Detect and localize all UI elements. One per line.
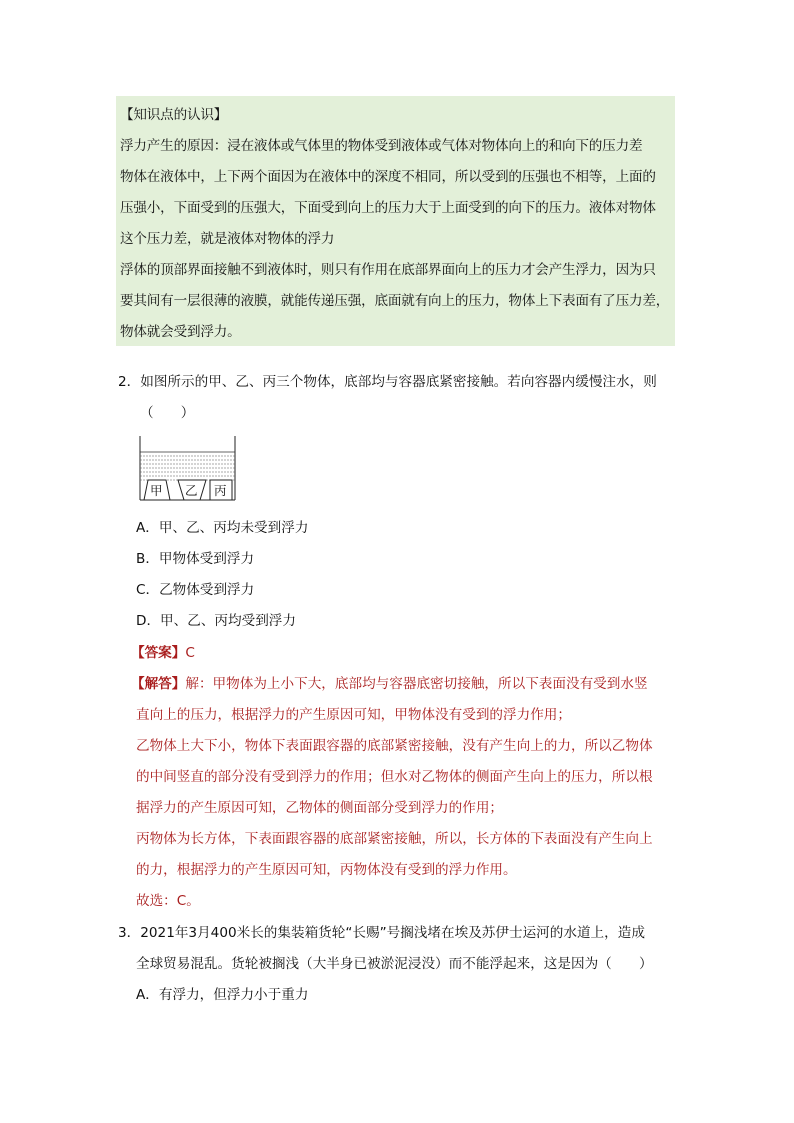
analysis-line: 乙物体上大下小，物体下表面跟容器的底部紧密接触，没有产生向上的力，所以乙物体 [136,738,653,754]
knowledge-line: 浮力产生的原因：浸在液体或气体里的物体受到液体或气体对物体向上的和向下的压力差 [120,138,643,154]
option-c: C．乙物体受到浮力 [136,582,255,598]
knowledge-line: 要其间有一层很薄的液膜，就能传递压强，底面就有向上的压力，物体上下表面有了压力差， [120,293,670,309]
question-3-stem-cont: 全球贸易混乱。货轮被搁浅（大半身已被淤泥浸没）而不能浮起来，这是因为（ ） [136,956,653,972]
option-a: A．甲、乙、丙均未受到浮力 [136,520,309,536]
answer-value: C [185,645,195,661]
analysis-tag: 【解答】 [131,676,186,692]
conclusion: 故选：C。 [136,893,200,909]
option-d: D．甲、乙、丙均受到浮力 [136,613,296,629]
knowledge-line: 物体在液体中，上下两个面因为在液体中的深度不相同，所以受到的压强也不相等，上面的 [120,169,656,185]
analysis-line: 据浮力的产生原因可知，乙物体的侧面部分受到浮力的作用； [136,800,504,816]
knowledge-line: 物体就会受到浮力。 [120,324,241,340]
analysis-line: 丙物体为长方体，下表面跟容器的底部紧密接触，所以，长方体的下表面没有产生向上 [136,831,653,847]
question-3-option-a: A．有浮力，但浮力小于重力 [136,987,309,1003]
question-2-stem: 2．如图所示的甲、乙、丙三个物体，底部均与容器底紧密接触。若向容器内缓慢注水，则 [118,374,657,390]
analysis-line: 的中间竖直的部分没有受到浮力的作用；但水对乙物体的侧面产生向上的压力，所以根 [136,769,653,785]
question-3-stem: 3．2021年3月400米长的集装箱货轮“长赐”号搁浅堵在埃及苏伊士运河的水道上，造成 [118,925,645,941]
analysis-line: 直向上的压力，根据浮力的产生原因可知，甲物体没有受到的浮力作用； [136,707,571,723]
knowledge-line: 压强小，下面受到的压强大，下面受到向上的压力大于上面受到的向下的压力。液体对物体 [120,200,656,216]
label-jia: 甲 [150,483,163,498]
knowledge-line: 这个压力差，就是液体对物体的浮力 [120,231,335,247]
analysis-text: 解：甲物体为上小下大，底部均与容器底密切接触，所以下表面没有受到水竖 [185,676,648,692]
option-b: B．甲物体受到浮力 [136,551,255,567]
analysis-line: 的力，根据浮力的产生原因可知，丙物体没有受到的浮力作用。 [136,862,517,878]
question-2-blank: （ ） [140,405,195,421]
answer-tag: 【答案】 [131,645,186,661]
label-yi: 乙 [185,483,198,498]
label-bing: 丙 [214,483,227,498]
knowledge-title: 【知识点的认识】 [120,107,228,123]
container-figure [138,434,238,506]
analysis-line [131,669,648,700]
knowledge-box [116,96,675,346]
knowledge-line: 浮体的顶部界面接触不到液体时，则只有作用在底部界面向上的压力才会产生浮力，因为只 [120,262,656,278]
answer-line [131,638,195,669]
